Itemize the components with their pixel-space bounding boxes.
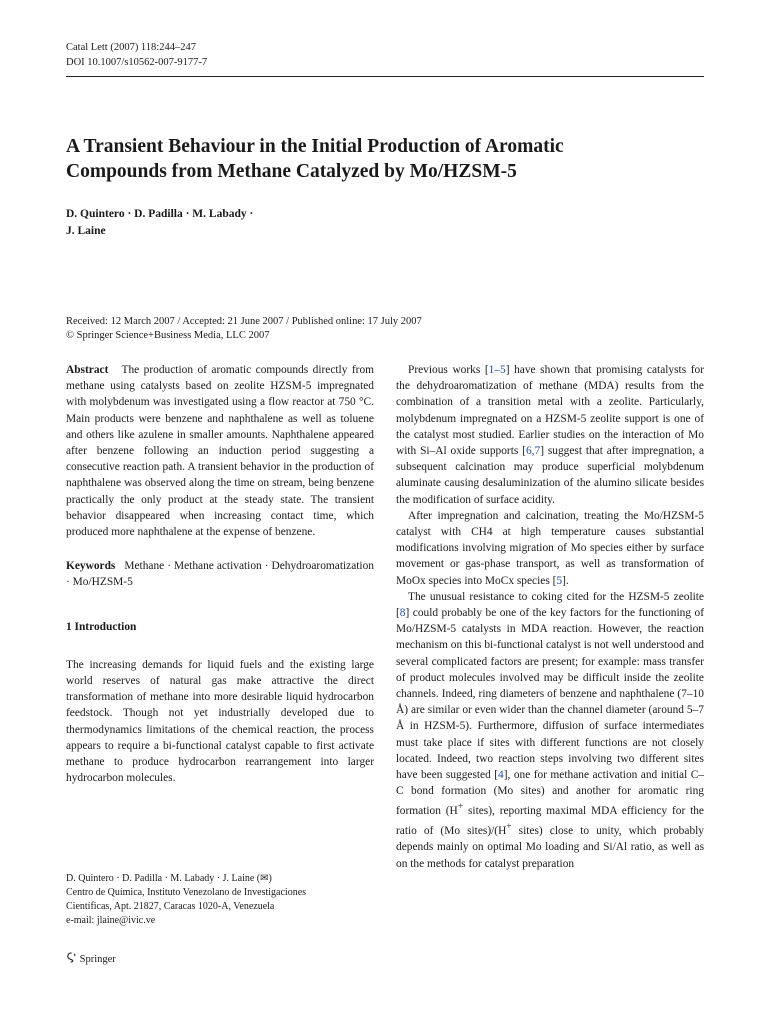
header-rule [66,76,704,77]
text-run: ) [268,873,272,884]
affiliation-authors [66,872,374,886]
contact-email[interactable]: e-mail: jlaine@ivic.ve [66,915,156,926]
keywords [66,558,374,590]
citation-link[interactable]: 5 [556,574,563,587]
affiliation-address: Científicas, Apt. 21827, Caracas 1020-A, Venezuela [66,901,275,912]
abstract [66,362,374,540]
section-heading-introduction: 1 Introduction [66,620,137,633]
citation-link[interactable]: 4 [498,769,504,782]
abstract-text: The production of aromatic compounds directly from methane using catalysts based on zeolite HZSM-5 impregnated with molybdenum was investigated using a flow reactor at 750 °C. Main products were benzene and naphthalene as well as toluene and others like azulene in smaller amounts. Naphthalene appeared after benzene following an induction period suggesting a consecutive reaction path. A transient behavior in the production of naphthalene was observed along the time on stream, being benzene practically the only product at the steady state. The transient behavior disappeared when increasing contact time, which produced more naphthalene at the expense of benzene. [66,364,374,539]
journal-reference [66,40,207,70]
mail-icon: ✉ [260,873,269,884]
text-run: Previous works [ [408,364,489,376]
paragraph-impregnation [396,508,704,589]
publisher-footer [66,952,116,967]
left-column [66,362,374,786]
text-run: ], one for methane activation and initial C–C bond formation (Mo sites) and another for aromatic ring formation (H [396,769,704,818]
keywords-label: Keywords [66,560,116,573]
affiliation-institute: Centro de Química, Instituto Venezolano de Investigaciones [66,887,307,898]
text-run: ] could probably be one of the key factors for the functioning of Mo/HZSM-5 catalysts in MDA reaction. However, the reaction mechanism on this bi-functional catalyst is not well understood and several complicated factors are present; for example: mass transfer of product molecules involved may be difficult inside the zeolite channels. Indeed, ring diameters of benzene and naphthalene (7–10 Å) are similar or even wider than the channel diameter (around 5–7 Å in HZSM-5). Furthermore, diffusion of surface intermediates must take place if sites with different functions are not closely located. Indeed, two reaction steps involving two different sites have been suggested [ [396,607,704,782]
title-line-2: Compounds from Methane Catalyzed by Mo/HZSM-5 [66,161,517,182]
citation-link[interactable]: 6,7 [525,445,541,458]
title-line-1: A Transient Behaviour in the Initial Production of Aromatic [66,136,564,157]
text-run: sites), reporting maximal MDA efficiency for the ratio of (Mo sites)/(H [396,805,704,838]
authors-line-1: D. Quintero · D. Padilla · M. Labady · [66,208,254,220]
paragraph-previous-works [396,362,704,508]
text-run: sites) close to unity, which probably depends mainly on optimal Mo loading and Si/Al ratio, as well as on the methods for catalyst preparation [396,825,704,870]
intro-paragraph: The increasing demands for liquid fuels and the existing large world reserves of natural gas make attractive the direct transformation of methane into more desirable liquid hydrocarbon feedstock. Though not yet industrially developed due to thermodynamics limitations of the chemical reaction, the process appears to require a bi-functional catalyst capable to first activate methane to produce hydrocarbon rearrangement into larger hydrocarbon molecules. [66,658,374,785]
superscript: + [506,822,512,833]
publication-dates [66,315,422,343]
text-run: ]. [562,574,569,587]
author-affiliation [66,872,374,928]
springer-logo-icon [66,952,77,963]
right-column [396,362,704,872]
publisher-name: Springer [79,954,116,965]
journal-citation: Catal Lett (2007) 118:244–247 [66,42,196,53]
text-run: ] have shown that promising catalysts for the dehydroaromatization of methane (MDA) results from the combination of a transition metal with a zeolite. Particularly, molybdenum impregnated on a HZSM-5 zeolite support is one of the catalyst most studied. Earlier studies on the interaction of Mo with Si–Al oxide supports [ [396,364,704,458]
author-list [66,206,253,240]
keywords-text: Methane · Methane activation · Dehydroaromatization · Mo/HZSM-5 [66,560,374,589]
authors-line-2: J. Laine [66,225,106,237]
abstract-label: Abstract [66,364,109,376]
citation-link[interactable]: 8 [399,607,406,620]
received-accepted-published: Received: 12 March 2007 / Accepted: 21 June 2007 / Published online: 17 July 2007 [66,316,422,327]
superscript: + [457,802,464,813]
paragraph-coking-resistance [396,589,704,872]
citation-link[interactable]: 1–5 [488,364,506,376]
doi: DOI 10.1007/s10562-007-9177-7 [66,57,208,68]
text-run: D. Quintero · D. Padilla · M. Labady · J. Laine ( [66,873,261,884]
text-run: The unusual resistance to coking cited for the HZSM-5 zeolite [ [396,590,704,620]
text-run: ] suggest that after impregnation, a subsequent calcination may produce superficial molybdenum aluminate causing desaluminization of the alumino silicate besides the modification of surface acidity. [396,445,704,506]
text-run: After impregnation and calcination, treating the Mo/HZSM-5 catalyst with CH4 at high temperature causes substantial modifications involving migration of Mo species either by surface movement or gas-phase transport, as well as transformation of MoOx species into MoCx species [ [396,509,704,587]
paper-title [66,134,686,184]
copyright: © Springer Science+Business Media, LLC 2007 [66,330,270,341]
